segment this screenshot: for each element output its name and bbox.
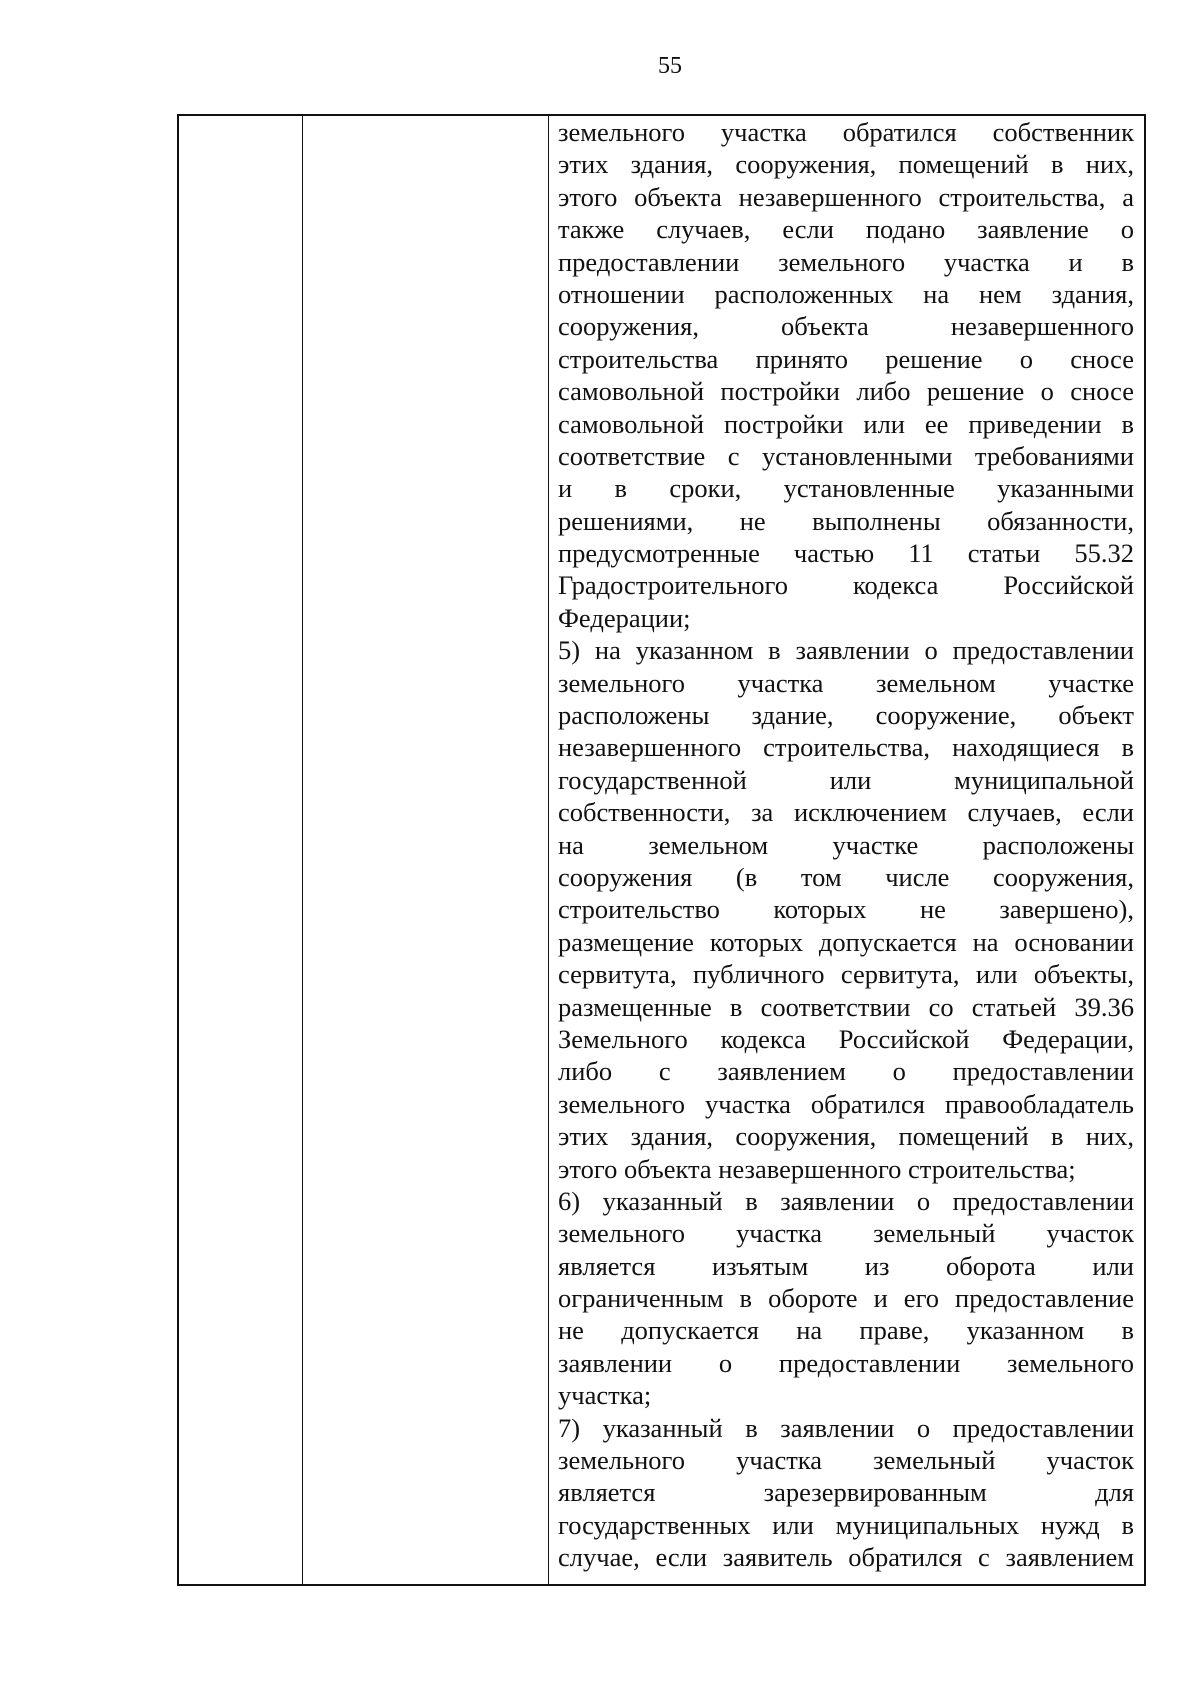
text-line: государственной или муниципальной <box>558 764 1134 795</box>
document-table <box>177 114 1146 1586</box>
text-line: земельного участка земельный участок <box>558 1218 1134 1249</box>
text-line: не допускается на праве, указанном в <box>558 1315 1134 1346</box>
text-line: земельного участка земельном участке <box>558 667 1134 698</box>
text-line: решениями, не выполнены обязанности, <box>558 505 1134 536</box>
text-line: строительство которых не завершено), <box>558 894 1134 925</box>
text-line: размещение которых допускается на основании <box>558 926 1134 957</box>
text-line: либо с заявлением о предоставлении <box>558 1056 1134 1087</box>
text-line: 5) на указанном в заявлении о предоставлении <box>558 635 1134 666</box>
text-line: размещенные в соответствии со статьей 39.36 <box>558 991 1134 1022</box>
text-line: самовольной постройки либо решение о сносе <box>558 376 1134 407</box>
text-line: предоставлении земельного участка и в <box>558 246 1134 277</box>
text-line: на земельном участке расположены <box>558 829 1134 860</box>
text-line: отношении расположенных на нем здания, <box>558 278 1134 309</box>
text-line: этого объекта незавершенного строительства, а <box>558 181 1134 212</box>
text-line: самовольной постройки или ее приведении в <box>558 408 1134 439</box>
text-line: участка; <box>558 1380 652 1411</box>
text-line: строительства принято решение о сносе <box>558 343 1134 374</box>
text-line: является изъятым из оборота или <box>558 1250 1134 1281</box>
table-cell-column-3 <box>552 116 1142 1584</box>
text-line: сервитута, публичного сервитута, или объекты, <box>558 959 1134 990</box>
text-line: является зарезервированным для <box>558 1477 1134 1508</box>
text-line: и в сроки, установленные указанными <box>558 473 1134 504</box>
page-number: 55 <box>658 53 682 79</box>
text-line: 7) указанный в заявлении о предоставлении <box>558 1412 1134 1443</box>
text-line: этого объекта незавершенного строительства; <box>558 1153 1076 1184</box>
text-line: этих здания, сооружения, помещений в них, <box>558 149 1134 180</box>
text-line: ограниченным в обороте и его предоставление <box>558 1283 1134 1314</box>
text-line: соответствие с установленными требованиями <box>558 440 1134 471</box>
text-line: Федерации; <box>558 602 691 633</box>
text-line: незавершенного строительства, находящиеся в <box>558 732 1134 763</box>
table-cell-column-2 <box>304 116 548 1584</box>
table-cell-column-1 <box>179 116 302 1584</box>
column-divider <box>302 116 303 1584</box>
text-line: этих здания, сооружения, помещений в них, <box>558 1121 1134 1152</box>
text-line: расположены здание, сооружение, объект <box>558 700 1134 731</box>
text-line: земельного участка обратился собственник <box>558 117 1134 147</box>
text-line: государственных или муниципальных нужд в <box>558 1509 1134 1540</box>
text-line: сооружения (в том числе сооружения, <box>558 861 1134 892</box>
text-line: сооружения, объекта незавершенного <box>558 311 1134 342</box>
text-line: земельного участка обратился правообладатель <box>558 1088 1134 1119</box>
text-line: заявлении о предоставлении земельного <box>558 1347 1134 1378</box>
text-line: случае, если заявитель обратился с заявлением <box>558 1542 1134 1573</box>
text-line: Земельного кодекса Российской Федерации, <box>558 1023 1134 1054</box>
text-line: земельного участка земельный участок <box>558 1445 1134 1476</box>
text-line: Градостроительного кодекса Российской <box>558 570 1134 601</box>
text-line: 6) указанный в заявлении о предоставлении <box>558 1185 1134 1216</box>
text-line: собственности, за исключением случаев, если <box>558 797 1134 828</box>
text-line: также случаев, если подано заявление о <box>558 214 1134 245</box>
column-divider <box>548 116 549 1584</box>
text-line: предусмотренные частью 11 статьи 55.32 <box>558 538 1134 569</box>
